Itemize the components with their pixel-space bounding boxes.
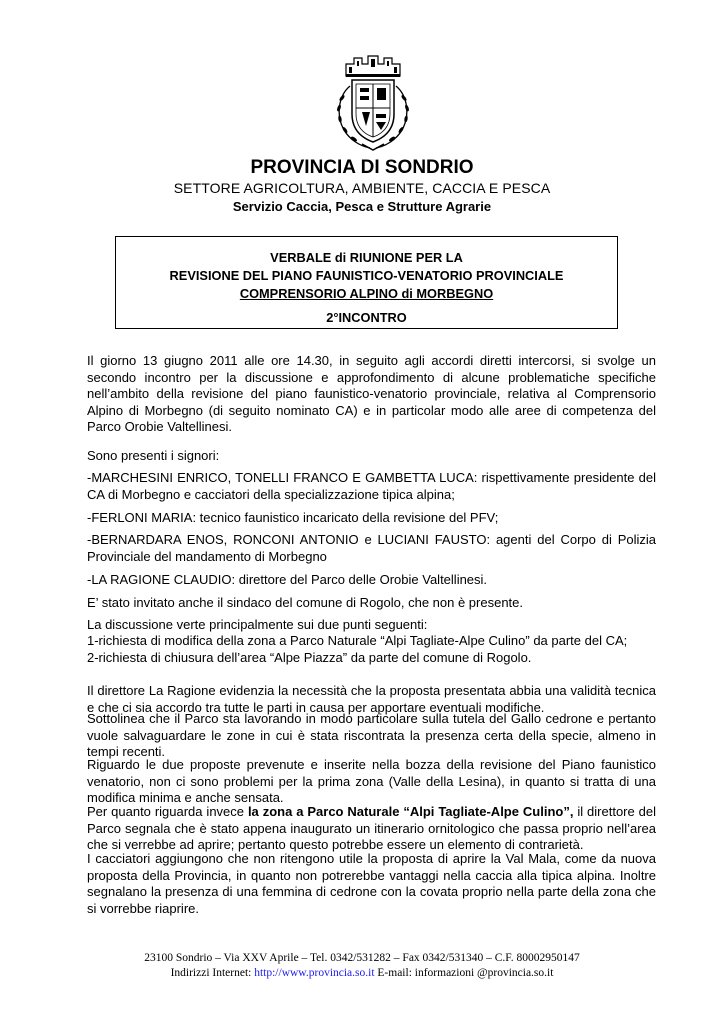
box-line-3: COMPRENSORIO ALPINO di MORBEGNO [239,286,494,301]
present-item-1: -MARCHESINI ENRICO, TONELLI FRANCO E GAMBETTA LUCA: rispettivamente presidente del CA di Morbegno e cacciatori della specializzazione tipica alpina; [87,470,656,502]
present-intro: Sono presenti i signori: [87,448,220,463]
paragraph-gallo-cedrone: Sottolinea che il Parco sta lavorando in modo particolare sulla tutela del Gallo cedrone e pertanto vuole salvaguardare le zone in cui è stata riscontrata la presenza certa della specie, almeno in tempi recenti. [87,711,656,759]
footer-address: 23100 Sondrio – Via XXV Aprile – Tel. 0342/531282 – Fax 0342/531340 – C.F. 80002950147 [144,952,580,964]
alpi-tagliate-post: il direttore del Parco segnala che è stato appena inaugurato un itinerario ornitologico che passa proprio nell’area che si verrebbe ad aprire; pertanto questo potrebbe essere un elemento di contrarietà. [87,804,656,852]
provincia-crest-logo [332,52,414,152]
paragraph-director: Il direttore La Ragione evidenzia la necessità che la proposta presentata abbia una validità tecnica e che ci sia accordo tra tutte le parti in causa per apportare eventuali modifiche. [87,683,656,715]
present-item-2: -FERLONI MARIA: tecnico faunistico incaricato della revisione del PFV; [87,510,499,525]
footer-website-link[interactable]: http://www.provincia.so.it [254,967,375,979]
footer-internet-label: Indirizzi Internet: [170,967,255,979]
footer-email: E-mail: informazioni @provincia.so.it [374,967,554,979]
paragraph-hunters: I cacciatori aggiungono che non ritengono utile la proposta di aprire la Val Mala, come da nuova proposta della Provincia, in quanto non potrerebbe vantaggi nella caccia alla tipica alpina. Inoltre segnalano la presenza di una femmina di cedrone con la covata proprio nella parte della zona che si vorrebbe riaprire. [87,851,656,916]
discussion-point-2: 2-richiesta di chiusura dell’area “Alpe Piazza” da parte del comune di Rogolo. [87,650,532,665]
alpi-tagliate-pre: Per quanto riguarda invece [87,804,248,819]
paragraph-alpi-tagliate [87,804,656,854]
header-service: Servizio Caccia, Pesca e Strutture Agrarie [232,199,492,214]
footer-internet [0,966,724,981]
paragraph-proposals: Riguardo le due proposte prevenute e inserite nella bozza della revisione del Piano faunistico venatorio, non ci sono problemi per la prima zona (Valle della Lesina), in quanto si tratta di una modifica minima e anche sensata. [87,757,656,805]
box-line-4: 2°INCONTRO [326,310,407,325]
alpi-tagliate-bold: la zona a Parco Naturale “Alpi Tagliate-Alpe Culino”, [247,804,574,819]
paragraph-intro: Il giorno 13 giugno 2011 alle ore 14.30, in seguito agli accordi diretti intercorsi, si svolge un secondo incontro per la discussione e approfondimento di alcune problematiche specifiche nell’ambito della revisione del piano faunistico-venatorio provinciale, relativa al Comprensorio Alpino di Morbegno (di seguito nominato CA) e in particolar modo alle aree di competenza del Parco Orobie Valtellinesi. [87,353,656,434]
minutes-title-box [115,236,618,329]
present-item-3: -BERNARDARA ENOS, RONCONI ANTONIO e LUCIANI FAUSTO: agenti del Corpo di Polizia Provinciale del mandamento di Morbegno [87,532,656,564]
discussion-intro: La discussione verte principalmente sui due punti seguenti: [87,617,428,632]
invited-note: E’ stato invitato anche il sindaco del comune di Rogolo, che non è presente. [87,595,524,610]
present-item-4: -LA RAGIONE CLAUDIO: direttore del Parco delle Orobie Valtellinesi. [87,572,488,587]
header-subtitle: SETTORE AGRICOLTURA, AMBIENTE, CACCIA E PESCA [173,180,551,196]
box-line-2: REVISIONE DEL PIANO FAUNISTICO-VENATORIO PROVINCIALE [169,268,564,283]
header-title: PROVINCIA DI SONDRIO [250,157,474,178]
box-line-1: VERBALE di RIUNIONE PER LA [270,250,463,265]
discussion-point-1: 1-richiesta di modifica della zona a Parco Naturale “Alpi Tagliate-Alpe Culino” da parte del CA; [87,633,628,648]
